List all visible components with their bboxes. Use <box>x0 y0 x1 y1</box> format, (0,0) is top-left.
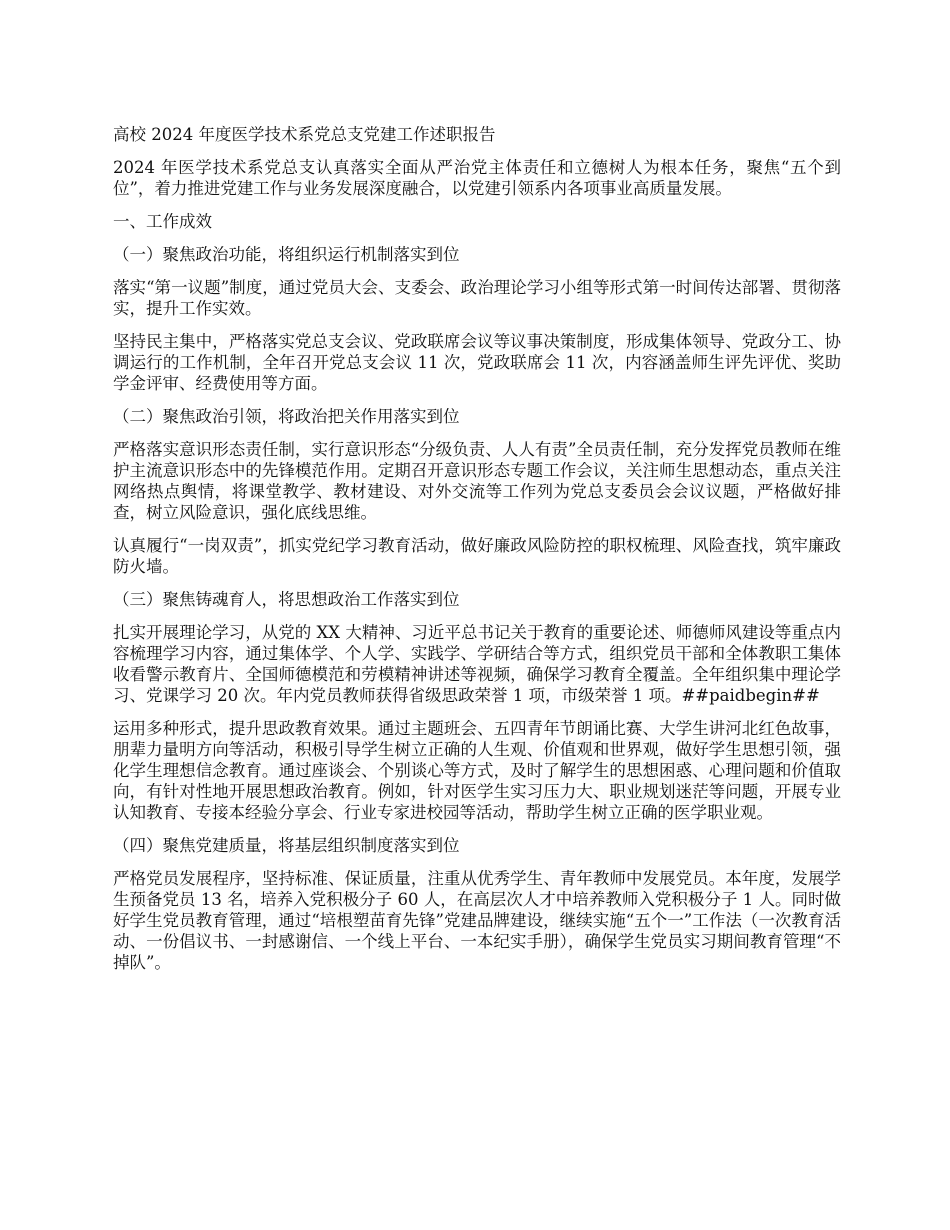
subsection-1-paragraph-2: 坚持民主集中，严格落实党总支会议、党政联席会议等议事决策制度，形成集体领导、党政分工、协调运行的工作机制，全年召开党总支会议 11 次，党政联席会 11 次，内容涵盖师生评先评优、奖助学金评审、经费使用等方面。 <box>113 332 841 393</box>
subsection-4-paragraph-1: 严格党员发展程序，坚持标准、保证质量，注重从优秀学生、青年教师中发展党员。本年度，发展学生预备党员 13 名，培养入党积极分子 60 人，在高层次人才中培养教师入党积极分子 1 人。同时做好学生党员教育管理，通过“培根塑苗育先锋”党建品牌建设，继续实施“五个一”工作法（一次教育活动、一份倡议书、一封感谢信、一个线上平台、一本纪实手册），确保学生党员实习期间教育管理“不掉队”。 <box>113 869 841 972</box>
subsection-3-paragraph-2: 运用多种形式，提升思政教育效果。通过主题班会、五四青年节朗诵比赛、大学生讲河北红色故事，朋辈力量明方向等活动，积极引导学生树立正确的人生观、价值观和世界观，做好学生思想引领，强化学生理想信念教育。通过座谈会、个别谈心等方式，及时了解学生的思想困惑、心理问题和价值取向，有针对性地开展思想政治教育。例如，针对医学生实习压力大、职业规划迷茫等问题，开展专业认知教育、专接本经验分享会、行业专家进校园等活动，帮助学生树立正确的医学职业观。 <box>113 719 841 822</box>
subsection-heading-2: （二）聚焦政治引领，将政治把关作用落实到位 <box>113 407 460 426</box>
section-heading-achievements: 一、工作成效 <box>113 212 212 231</box>
subsection-2-paragraph-1: 严格落实意识形态责任制，实行意识形态“分级负责、人人有责”全员责任制，充分发挥党员教师在维护主流意识形态中的先锋模范作用。定期召开意识形态专题工作会议，关注师生思想动态，重点关注网络热点舆情，将课堂教学、教材建设、对外交流等工作列为党总支委员会会议议题，严格做好排查，树立风险意识，强化底线思维。 <box>113 440 841 522</box>
document-title: 高校 2024 年度医学技术系党总支党建工作述职报告 <box>113 125 496 144</box>
intro-paragraph: 2024 年医学技术系党总支认真落实全面从严治党主体责任和立德树人为根本任务，聚焦“五个到位”，着力推进党建工作与业务发展深度融合，以党建引领系内各项事业高质量发展。 <box>113 158 841 198</box>
subsection-heading-3: （三）聚焦铸魂育人，将思想政治工作落实到位 <box>113 590 460 609</box>
subsection-2-paragraph-2: 认真履行“一岗双责”，抓实党纪学习教育活动，做好廉政风险防控的职权梳理、风险查找，筑牢廉政防火墙。 <box>113 536 841 576</box>
subsection-heading-1: （一）聚焦政治功能，将组织运行机制落实到位 <box>113 245 460 264</box>
subsection-1-paragraph-1: 落实“第一议题”制度，通过党员大会、支委会、政治理论学习小组等形式第一时间传达部署、贯彻落实，提升工作实效。 <box>113 278 841 318</box>
document-body <box>113 124 841 985</box>
subsection-heading-4: （四）聚焦党建质量，将基层组织制度落实到位 <box>113 836 460 855</box>
subsection-3-paragraph-1: 扎实开展理论学习，从党的 XX 大精神、习近平总书记关于教育的重要论述、师德师风建设等重点内容梳理学习内容，通过集体学、个人学、实践学、学研结合等方式，组织党员干部和全体教职工集体收看警示教育片、全国师德模范和劳模精神讲述等视频，确保学习教育全覆盖。全年组织集中理论学习、党课学习 20 次。年内党员教师获得省级思政荣誉 1 项，市级荣誉 1 项。##paidbegin## <box>113 623 841 705</box>
